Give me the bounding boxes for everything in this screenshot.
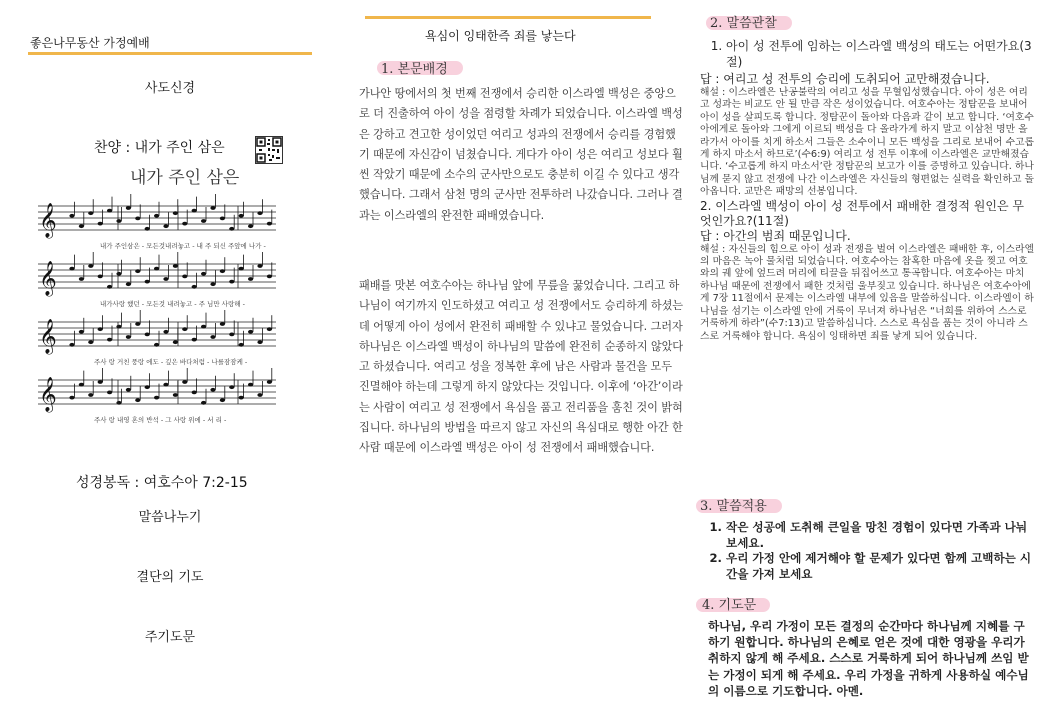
music-note <box>126 282 131 286</box>
music-note <box>163 383 168 387</box>
music-note <box>69 267 74 271</box>
section-background-heading: 1. 본문배경 <box>381 62 448 77</box>
header-divider <box>28 52 312 55</box>
music-note <box>69 214 74 218</box>
music-note <box>154 343 159 347</box>
music-note <box>135 322 140 326</box>
music-note <box>126 206 131 210</box>
music-note <box>116 219 121 223</box>
music-note <box>267 327 272 331</box>
music-staff <box>38 194 276 239</box>
treble-clef-icon: 𝄞 <box>39 261 57 296</box>
music-note <box>135 398 140 402</box>
right-column <box>690 0 1040 720</box>
creed-heading: 사도신경 <box>144 81 196 96</box>
music-note <box>220 217 225 221</box>
music-staff <box>38 252 276 297</box>
lyric-line-4: 주사 랑 내영 혼의 반석 - 그 사랑 위에 - 서 리 - <box>94 416 227 424</box>
decision-prayer-heading: 결단의 기도 <box>136 570 204 585</box>
music-note <box>79 277 84 281</box>
music-note <box>248 330 253 334</box>
music-note <box>248 224 253 228</box>
music-note <box>145 385 150 389</box>
lyric-line-1: 내가 주인삼은 - 모든것내려놓고 - 내 주 되신 주앞에 나가 - <box>100 242 266 250</box>
scripture-reading: 성경봉독 : 여호수아 7:2-15 <box>76 475 248 491</box>
music-note <box>201 219 206 223</box>
music-note <box>229 333 234 337</box>
music-note <box>229 227 234 231</box>
music-note <box>145 333 150 337</box>
music-note <box>210 206 215 210</box>
music-note <box>88 393 93 397</box>
music-staff <box>38 310 276 355</box>
music-note <box>107 338 112 342</box>
music-note <box>220 322 225 326</box>
lyric-line-2: 내가사랑 했던 - 모든것 내려놓고 - 주 님만 사랑해 - <box>100 300 245 308</box>
music-note <box>116 401 121 405</box>
title-divider <box>365 16 651 19</box>
left-column <box>0 0 340 720</box>
score-title: 내가 주인 삼은 <box>130 168 240 188</box>
music-note <box>163 277 168 281</box>
hymn-title: 찬양 : 내가 주인 삼은 <box>94 140 225 156</box>
music-note <box>257 393 262 397</box>
background-paragraph-1: 가나안 땅에서의 첫 번째 전쟁에서 승리한 이스라엘 백성은 중앙으로 더 진출하여 아이 성을 점령할 차례가 되었습니다. 이스라엘 백성은 강하고 견고한 성이었던 여리고 성과의 전쟁에서 승리를 경험했기 때문에 자신감이 넘쳤습니다. 게다가 아이 성은 여리고 성보다 훨씬 작았기 때문에 소수의 군사만으로도 충분히 이길 수 있다고 생각했습니다. 그래서 삼천 명의 군사만 전투하러 나갔습니다. 그러나 결과는 이스라엘의 완전한 패배였습니다. <box>359 87 683 222</box>
music-note <box>239 214 244 218</box>
lords-prayer-heading: 주기도문 <box>144 630 196 645</box>
music-note <box>163 224 168 228</box>
explanation-2: 해설 : 자신들의 힘으로 아이 성과 전쟁을 벌여 이스라엘은 패배한 후, 이스라엘의 마음은 녹아 물처럼 되었습니다. 여호수아는 참혹한 마음에 옷을 찢고 여호와의 궤 앞에 엎드려 머리에 티끌을 뒤집어쓰고 통곡합니다. 여호수아는 마치 하나님 때문에 전쟁에서 패한 것처럼 울부짖고 있습니다. 하나님은 여호수아에게 7장 11절에서 문제는 이스라엘 내부에 있음을 말씀하십니다. 이스라엘이 하나님을 섬기는 이스라엘 안에 거룩이 무너져 하나님은 “너희를 위하여 스스로 거룩하게 하라”(수7:13)고 말씀하십니다. 스스로 욕심을 품는 것이 아니라 스스로 거룩해야 합니다. 욕심이 잉태하면 죄를 낳게 되어 있습니다. <box>700 243 1035 342</box>
explanation-1: 해설 : 이스라엘은 난공불락의 여리고 성을 무혈입성했습니다. 아이 성은 여리고 성과는 비교도 안 될 만큼 작은 성이었습니다. 여호수아는 정탐꾼을 보내어 아이 성을 살피도록 합니다. 정탐꾼이 돌아와 다음과 같이 보고 합니다. ‘여호수아에게로 돌아와 그에게 이르되 백성을 다 올라가게 하지 말고 이삼천 명만 올라가서 아이를 치게 하소서 그들은 소수이니 모든 백성을 그리로 보내어 수고롭게 하지 마소서 하므로’(수6:9) 여리고 성 전투 이후에 이스라엘은 교만해졌습니다. ‘수고롭게 하지 마소서’란 정탐꾼의 보고가 이를 증명하고 있습니다. 하나님께 묻지 않고 전쟁에 나간 이스라엘은 자신들의 형편없는 실력을 확인하고 돌아옵니다. 교만은 패망의 선봉입니다. <box>700 87 1034 198</box>
music-note <box>192 338 197 342</box>
music-note <box>88 211 93 215</box>
music-note <box>135 217 140 221</box>
sheet-music <box>38 188 288 438</box>
church-name: 좋은나무동산 가정예배 <box>30 36 150 50</box>
music-note <box>145 280 150 284</box>
section-application-heading: 3. 말씀적용 <box>700 499 767 514</box>
music-note <box>79 383 84 387</box>
music-note <box>239 267 244 271</box>
lyric-line-3: 주사 랑 거친 풍랑 에도 - 깊은 바다처럼 - 나를잠잠케 - <box>94 358 248 366</box>
music-note <box>182 327 187 331</box>
music-note <box>88 340 93 344</box>
music-note <box>98 275 103 279</box>
treble-clef-icon: 𝄞 <box>39 319 57 354</box>
music-note <box>145 227 150 231</box>
question-1: 1. 아이 성 전투에 임하는 이스라엘 백성의 태도는 어떤가요(3절) <box>726 38 1035 70</box>
music-note <box>201 325 206 329</box>
answer-2: 답 : 아간의 범죄 때문입니다. <box>700 228 851 243</box>
music-note <box>107 391 112 395</box>
music-note <box>239 396 244 400</box>
music-note <box>126 335 131 339</box>
music-note <box>201 401 206 405</box>
music-note <box>154 267 159 271</box>
music-note <box>257 264 262 268</box>
music-note <box>192 285 197 289</box>
music-note <box>201 272 206 276</box>
music-note <box>163 330 168 334</box>
music-staff <box>38 368 276 413</box>
section-prayer-heading: 4. 기도문 <box>702 598 757 613</box>
application-item-2: 2. 우리 가정 안에 제거해야 할 문제가 있다면 함께 고백하는 시간을 가져 보세요 <box>726 551 1035 582</box>
music-note <box>107 285 112 289</box>
observation-block <box>700 38 1035 343</box>
question-2: 2. 이스라엘 백성이 아이 성 전투에서 패배한 결정적 원인은 무엇인가요?(11절) <box>700 198 1024 228</box>
music-note <box>267 275 272 279</box>
music-note <box>220 398 225 402</box>
music-note <box>192 391 197 395</box>
answer-1: 답 : 여리고 성 전투의 승리에 도취되어 교만해졌습니다. <box>700 72 990 86</box>
qr-code-icon[interactable] <box>255 136 283 164</box>
music-note <box>173 393 178 397</box>
music-note <box>173 340 178 344</box>
middle-column <box>355 0 685 720</box>
music-note <box>210 335 215 339</box>
music-note <box>173 211 178 215</box>
section-observation-heading: 2. 말씀관찰 <box>710 16 777 31</box>
application-list <box>700 520 1035 582</box>
music-note <box>229 280 234 284</box>
treble-clef-icon: 𝄞 <box>39 203 57 238</box>
music-note <box>173 264 178 268</box>
music-note <box>220 269 225 273</box>
music-note <box>257 211 262 215</box>
music-note <box>229 385 234 389</box>
music-note <box>192 209 197 213</box>
music-note <box>88 264 93 268</box>
music-note <box>182 275 187 279</box>
music-note <box>69 396 74 400</box>
music-note <box>267 222 272 226</box>
music-note <box>135 269 140 273</box>
application-item-1: 1. 작은 성공에 도취해 큰일을 망친 경험이 있다면 가족과 나눠 보세요. <box>726 520 1035 551</box>
music-note <box>210 388 215 392</box>
music-note <box>98 327 103 331</box>
sermon-title: 욕심이 잉태한즉 죄를 낳는다 <box>425 29 576 43</box>
music-note <box>154 214 159 218</box>
prayer-text: 하나님, 우리 가정이 모든 결정의 순간마다 하나님께 지혜를 구하기 원합니다. 하나님의 은혜로 얻은 것에 대한 영광을 우리가 취하지 않게 해 주세요. 스스로 거룩하게 되어 하나님께 쓰임 받는 가정이 되게 해 주세요. 우리 가정을 귀하게 사용하실 예수님의 이름으로 기도합니다. 아멘. <box>708 619 1029 698</box>
music-note <box>248 383 253 387</box>
music-note <box>248 277 253 281</box>
background-paragraph-2: 패배를 맛본 여호수아는 하나님 앞에 무릎을 꿇었습니다. 그리고 하나님이 여기까지 인도하셨고 여리고 성 전쟁에서도 승리하게 하셨는데 어떻게 아이 성에서 완전히 패배할 수 있냐고 물었습니다. 그러자 하나님은 이스라엘 백성이 하나님의 말씀에 완전히 순종하지 않았다고 하셨습니다. 여리고 성을 정복한 후에 남은 사람과 물건을 모두 진멸해야 하는데 그렇게 하지 않았다는 것입니다. 이후에 ‘아간’이라는 사람이 여리고 성 전쟁에서 욕심을 품고 전리품을 훔친 것이 밝혀집니다. 하나님의 방법을 따르지 않고 자신의 욕심대로 행한 아간 한 사람 때문에 이스라엘 백성은 아이 성 전쟁에서 패배했습니다. <box>359 279 683 455</box>
music-note <box>257 340 262 344</box>
sharing-heading: 말씀나누기 <box>138 510 202 525</box>
music-note <box>182 380 187 384</box>
treble-clef-icon: 𝄞 <box>39 377 57 412</box>
music-note <box>126 388 131 392</box>
music-note <box>69 343 74 347</box>
music-note <box>116 325 121 329</box>
music-note <box>98 222 103 226</box>
music-note <box>267 380 272 384</box>
music-note <box>79 224 84 228</box>
music-note <box>210 282 215 286</box>
music-note <box>154 396 159 400</box>
music-note <box>98 380 103 384</box>
music-note <box>107 209 112 213</box>
music-note <box>182 222 187 226</box>
music-note <box>116 272 121 276</box>
music-note <box>79 330 84 334</box>
music-note <box>239 343 244 347</box>
